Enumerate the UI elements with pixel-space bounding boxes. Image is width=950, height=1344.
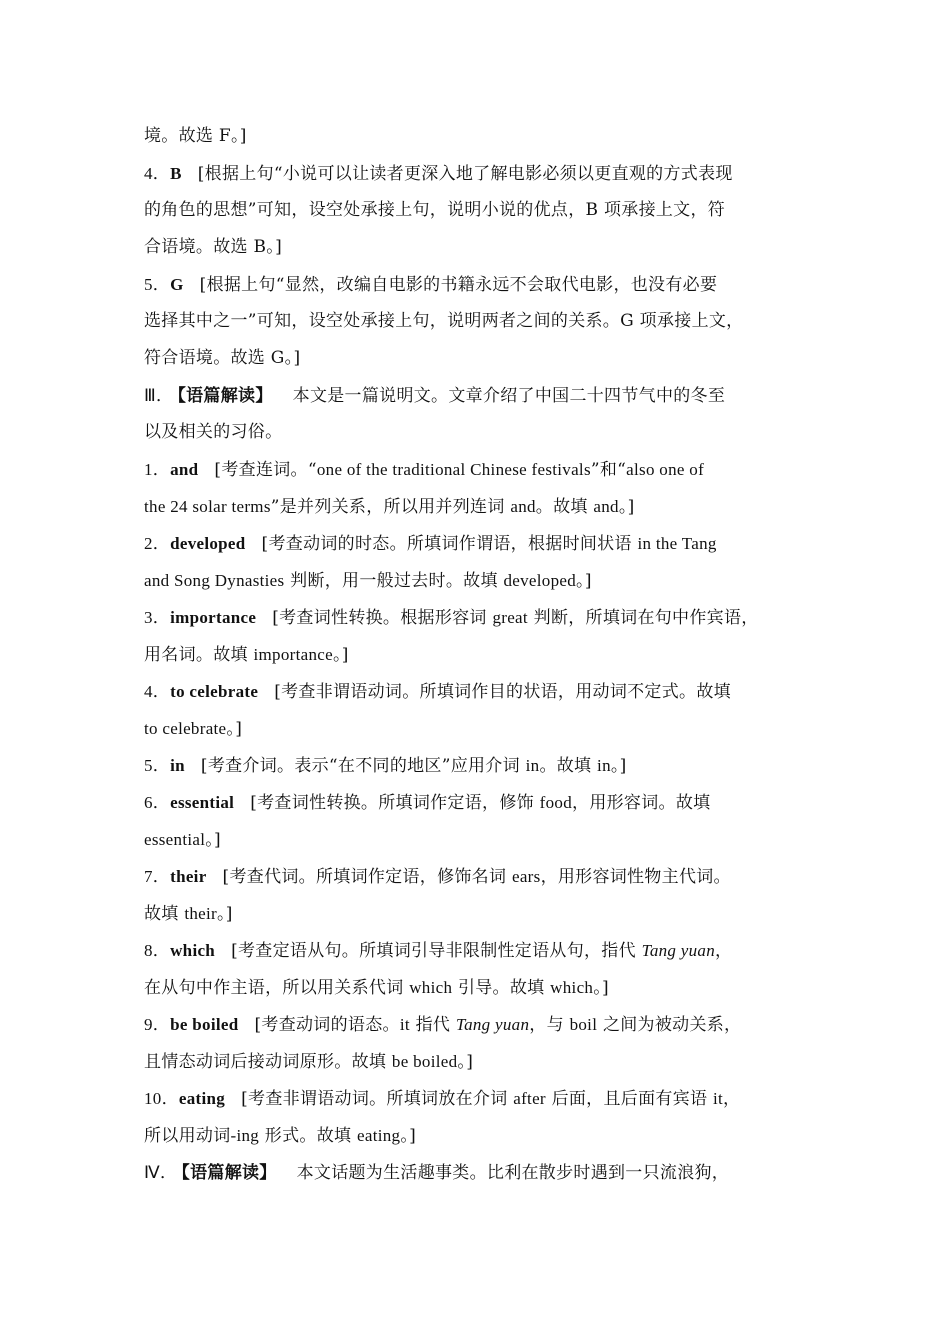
section-tag: 【语篇解读】	[181, 1163, 277, 1183]
section-number: Ⅳ．	[144, 1163, 178, 1182]
text-run: [考查词性转换。根据形容词	[272, 608, 493, 628]
english-term: eating	[357, 1126, 401, 1145]
text-run: 。]	[332, 645, 349, 665]
item-number: 8．	[144, 941, 171, 960]
italic-term: Tang yuan	[455, 1015, 530, 1034]
text-line	[144, 414, 812, 451]
answer-key: essential	[170, 793, 235, 812]
answer-key: in	[170, 756, 185, 775]
text-line	[144, 488, 812, 525]
text-run: [根据上句“小说可以让读者更深入地了解电影必须以更直观的方式表现	[197, 164, 733, 184]
text-run: 的角色的思想”可知，设空处承接上句，说明小说的优点，B 项承接上文，符	[144, 200, 726, 220]
text-run: 所以用动词	[144, 1126, 231, 1146]
item-number: 1．	[144, 460, 171, 479]
english-term: one of the traditional Chinese festivals	[316, 460, 591, 479]
english-term: to celebrate	[144, 719, 227, 738]
text-line	[144, 858, 812, 895]
answer-key: be boiled	[170, 1015, 239, 1034]
english-term: food	[539, 793, 573, 812]
text-run: [考查动词的时态。所填词作谓语，根据时间状语	[261, 534, 638, 554]
text-line	[144, 525, 812, 562]
text-line	[144, 599, 812, 636]
english-term: be boiled	[391, 1052, 458, 1071]
english-term: the 24 solar terms	[144, 497, 271, 516]
english-term: essential	[144, 830, 206, 849]
text-line	[144, 747, 812, 784]
english-term: -ing	[230, 1126, 260, 1145]
text-line	[144, 673, 812, 710]
text-line	[144, 340, 812, 377]
answer-key: developed	[170, 534, 246, 553]
english-term: it	[399, 1015, 410, 1034]
text-line	[144, 229, 812, 266]
text-line	[144, 562, 812, 599]
text-run: ”和“	[590, 460, 627, 480]
text-run: [根据上句“显然，改编自电影的书籍永远不会取代电影，也没有必要	[199, 275, 718, 295]
text-run: 本文话题为生活趣事类。比利在散步时遇到一只流浪狗，	[296, 1163, 730, 1183]
answer-key: to celebrate	[170, 682, 259, 701]
text-line	[144, 784, 812, 821]
text-run: 。]	[226, 719, 243, 739]
answer-key: and	[170, 460, 199, 479]
item-number: 9．	[144, 1015, 171, 1034]
answer-key: importance	[170, 608, 257, 627]
text-run: 。]	[576, 571, 592, 591]
text-line	[144, 969, 812, 1006]
text-run: ，	[723, 1089, 741, 1109]
english-term: in	[597, 756, 611, 775]
item-number: 2．	[144, 534, 171, 553]
answer-key: their	[170, 867, 207, 886]
text-line	[144, 932, 812, 969]
text-line	[144, 118, 812, 155]
answer-document	[144, 118, 812, 1191]
english-term: great	[492, 608, 528, 627]
text-run: 用名词。故填	[144, 645, 254, 665]
text-run: 。]	[610, 756, 627, 776]
text-line	[144, 710, 812, 747]
text-run: 。]	[457, 1052, 474, 1072]
text-run: [考查非谓语动词。所填词作目的状语，用动词不定式。故填	[274, 682, 731, 702]
text-line	[144, 1043, 812, 1080]
text-line	[144, 1117, 812, 1154]
text-line	[144, 192, 812, 229]
text-run: ，与	[529, 1015, 570, 1035]
english-term: importance	[253, 645, 333, 664]
english-term: after	[513, 1089, 546, 1108]
item-number: 3．	[144, 608, 171, 627]
text-run: 。]	[205, 830, 221, 850]
text-run: 判断，用一般过去时。故填	[284, 571, 504, 591]
text-line	[144, 895, 812, 932]
text-line	[144, 377, 812, 414]
text-run: 后面，且后面有宾语	[545, 1089, 713, 1109]
text-line	[144, 155, 812, 192]
english-term: in the Tang	[637, 534, 717, 553]
english-term: their	[184, 904, 217, 923]
text-run: 形式。故填	[259, 1126, 358, 1146]
text-run: ，用形容词性物主代词。	[540, 867, 731, 887]
english-term: also one of	[626, 460, 705, 479]
text-run: 。]	[593, 978, 609, 998]
text-run: 且情态动词后接动词原形。故填	[144, 1052, 392, 1072]
text-run: [考查介词。表示“在不同的地区”应用介词	[200, 756, 526, 776]
english-term: it	[712, 1089, 724, 1108]
text-run: [考查连词。“	[214, 460, 317, 480]
english-term: which	[550, 978, 594, 997]
english-term: developed	[503, 571, 577, 590]
text-run: 境。故选 F。]	[144, 126, 247, 146]
text-run: 。]	[400, 1126, 417, 1146]
english-term: and	[510, 497, 536, 516]
item-number: 5．	[144, 275, 171, 294]
item-number: 4．	[144, 682, 171, 701]
text-run: 判断，所填词在句中作宾语，	[527, 608, 759, 628]
item-number: 5．	[144, 756, 171, 775]
text-run: 符合语境。故选 G。]	[144, 348, 301, 368]
answer-key: eating	[178, 1089, 226, 1108]
text-run: 。故填	[535, 497, 594, 517]
text-line	[144, 303, 812, 340]
text-run: ，	[715, 941, 733, 961]
text-run: 故填	[144, 904, 185, 924]
text-run: ，用形容词。故填	[572, 793, 711, 813]
text-line	[144, 451, 812, 488]
english-term: ears	[511, 867, 541, 886]
answer-key: which	[170, 941, 216, 960]
text-line	[144, 1080, 812, 1117]
text-line	[144, 1006, 812, 1043]
english-term: boil	[569, 1015, 598, 1034]
italic-term: Tang yuan	[641, 941, 716, 960]
text-run: 。故填	[539, 756, 598, 776]
text-run: [考查非谓语动词。所填词放在介词	[241, 1089, 514, 1109]
answer-key: G	[170, 275, 184, 294]
text-line	[144, 1154, 812, 1191]
answer-key: B	[170, 164, 182, 183]
english-term: which	[409, 978, 453, 997]
text-run: 本文是一篇说明文。文章介绍了中国二十四节气中的冬至	[292, 386, 726, 406]
text-run: ”是并列关系，所以用并列连词	[270, 497, 511, 517]
english-term: in	[525, 756, 540, 775]
text-run: 合语境。故选 B。]	[144, 237, 283, 257]
text-run: [考查词性转换。所填词作定语，修饰	[250, 793, 540, 813]
text-run: [考查动词的语态。	[254, 1015, 400, 1035]
text-line	[144, 266, 812, 303]
section-number: Ⅲ．	[144, 386, 174, 405]
text-run: 。]	[216, 904, 233, 924]
item-number: 4．	[144, 164, 171, 183]
text-run: 以及相关的习俗。	[144, 422, 283, 442]
text-run: 引导。故填	[452, 978, 551, 998]
section-tag: 【语篇解读】	[177, 386, 273, 406]
english-term: and	[593, 497, 619, 516]
text-run: [考查定语从句。所填词引导非限制性定语从句，指代	[231, 941, 642, 961]
text-run: [考查代词。所填词作定语，修饰名词	[222, 867, 512, 887]
text-run: 在从句中作主语，所以用关系代词	[144, 978, 410, 998]
text-run: 。]	[618, 497, 635, 517]
english-term: and Song Dynasties	[144, 571, 285, 590]
item-number: 6．	[144, 793, 171, 812]
item-number: 7．	[144, 867, 171, 886]
text-run: 指代	[409, 1015, 456, 1035]
text-line	[144, 636, 812, 673]
text-run: 选择其中之一”可知，设空处承接上句，说明两者之间的关系。G 项承接上文，	[144, 311, 744, 331]
text-line	[144, 821, 812, 858]
item-number: 10．	[144, 1089, 179, 1108]
text-run: 之间为被动关系，	[597, 1015, 742, 1035]
